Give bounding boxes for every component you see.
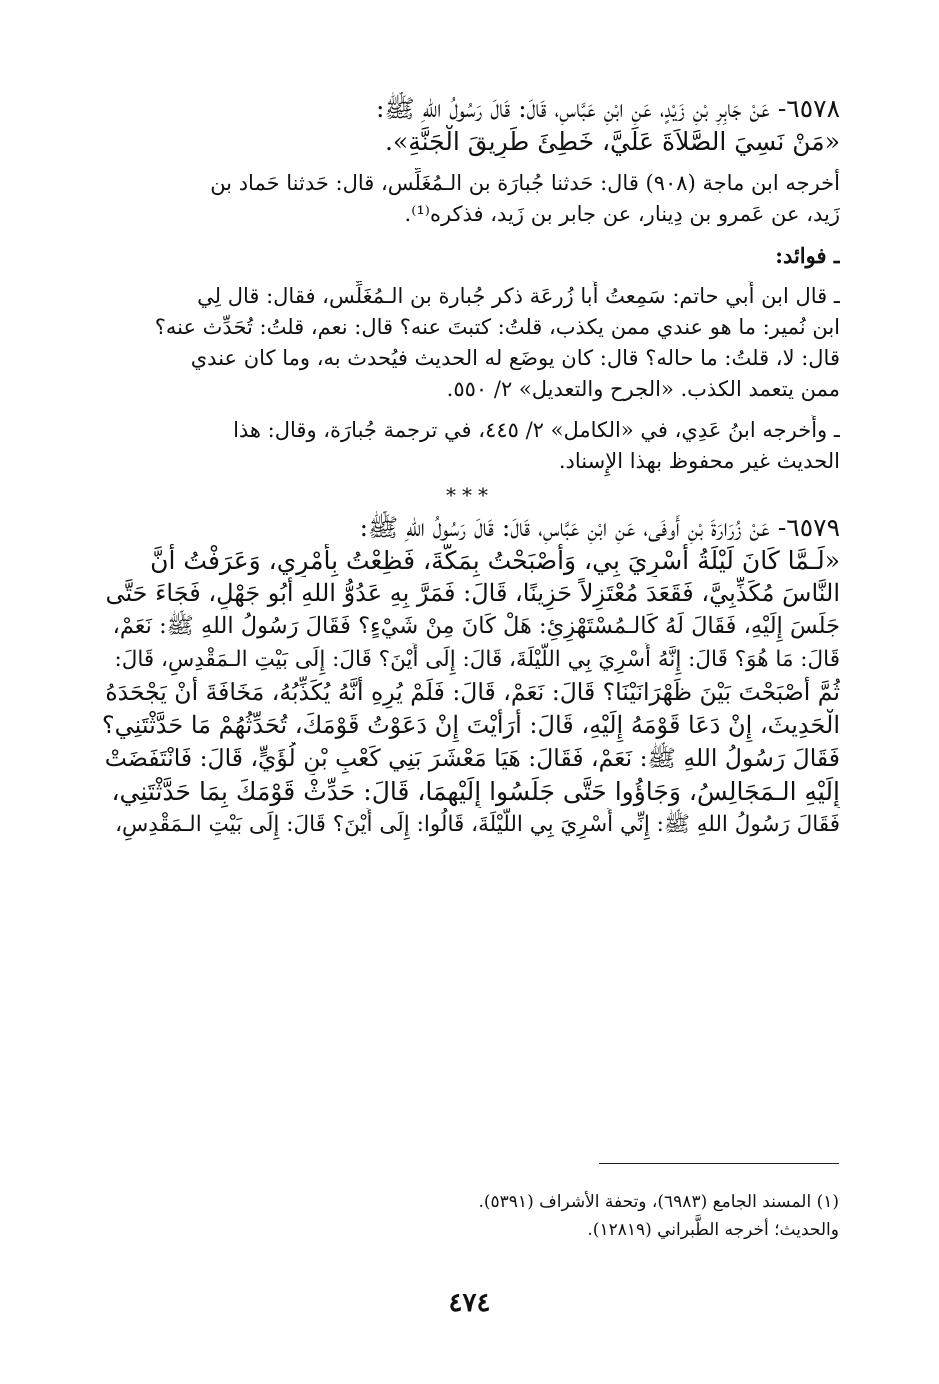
footnote-line: والحديث؛ أخرجه الطَّبراني (١٢٨١٩).	[587, 1220, 839, 1240]
fawaid-line: ابن نُمير: ما هو عندي ممن يكذب، قلتُ: كتبتَ عنه؟ قال: نعم، قلتُ: تُحَدِّث عنه؟	[154, 315, 840, 339]
hadith-line: فَقَالَ رَسُولُ اللهِ ﷺ: إِنِّي أُسْرِيَ بِي اللَّيْلَةَ، قَالُوا: إِلَى أَيْنَ؟ قَالَ: إِلَى بَيْتِ الـمَقْدِسِ،	[115, 812, 840, 837]
fawaid-paragraph-1	[100, 281, 840, 405]
hadith-line: ٦٥٧٨- عَنْ جَابِرِ بْنِ زَيْدٍ، عَنِ ابْنِ عَبَّاسٍ، قَالَ: قَالَ رَسُولُ اللهِ ﷺ:	[376, 94, 840, 123]
footnote-line: (١) المسند الجامع (٦٩٨٣)، وتحفة الأشراف (٥٣٩١).	[478, 1192, 839, 1212]
footnote-divider	[599, 1163, 839, 1164]
fawaid-heading: ـ فوائد:	[775, 243, 840, 268]
hadith-line: جَلَسَ إِلَيْهِ، فَقَالَ لَهُ كَالـمُسْتَهْزِئِ: هَلْ كَانَ مِنْ شَيْءٍ؟ فَقَالَ رَسُولُ اللهِ ﷺ: نَعَمْ،	[112, 613, 840, 639]
footnotes	[99, 1188, 839, 1244]
hadith-line: «مَنْ نَسِيَ الصَّلاَةَ عَلَيَّ، خَطِئَ طَرِيقَ الْجَنَّةِ».	[384, 127, 840, 156]
hadith-line: «لَـمَّا كَانَ لَيْلَةُ أُسْرِيَ بِي، وَأَصْبَحْتُ بِمَكَّةَ، فَظِعْتُ بِأَمْرِي، وَعَرَفْتُ أَنَّ	[150, 546, 840, 575]
hadith-line: ٦٥٧٩- عَنْ زُرَارَةَ بْنِ أَوفَى، عَنِ ابْنِ عَبَّاسٍ، قَالَ: قَالَ رَسُولُ اللهِ ﷺ:	[359, 513, 840, 542]
hadith-line: النَّاسَ مُكَذِّبِيَّ، فَقَعَدَ مُعْتَزِلاً حَزِينًا، قَالَ: فَمَرَّ بِهِ عَدُوُّ اللهِ أَبُو جَهْلٍ، فَجَاءَ حَتَّى	[105, 579, 840, 607]
fawaid-line: قال: لا، قلتُ: ما حاله؟ قال: كان يوضَع له الحديث فيُحدث به، وما كان عندي	[190, 346, 840, 370]
page-number: ٤٧٤	[448, 1288, 491, 1318]
hadith-line: قَالَ: مَا هُوَ؟ قَالَ: إِنَّهُ أُسْرِيَ بِي اللَّيْلَةَ، قَالَ: إِلَى أَيْنَ؟ قَالَ: إِلَى بَيْتِ الـمَقْدِسِ، قَالَ:	[114, 647, 840, 672]
hadith-line: الْحَدِيثَ، إِنْ دَعَا قَوْمَهُ إِلَيْهِ، قَالَ: أَرَأَيْتَ إِنْ دَعَوْتُ قَوْمَكَ، تُحَدِّثُهُمْ مَا حَدَّثْتَنِي؟	[101, 711, 840, 739]
section-separator: ***	[446, 483, 494, 507]
fawaid-line: ـ وأَخرجه ابنُ عَدِي، في «الكامل» ٢/ ٤٤٥، في ترجمة جُبارَة، وقال: هذا	[233, 418, 840, 442]
fawaid-line: الحديث غير محفوظ بهذا الإِسناد.	[558, 449, 840, 473]
fawaid-line: ـ قال ابن أَبي حاتم: سَمِعتُ أَبا زُرعَة ذكر جُبارة بن الـمُغَلِّس، فقال: قال لِي	[197, 284, 840, 308]
page-body	[100, 92, 840, 841]
hadith-line: ثُمَّ أَصْبَحْتَ بَيْنَ ظَهْرَانَيْنَا؟ قَالَ: نَعَمْ، قَالَ: فَلَمْ يُرِهِ أَنَّهُ يُكَذِّبُهُ، مَخَافَةَ أَنْ يَجْحَدَهُ	[105, 678, 840, 706]
takhrij-line: زَيد، عن عَمرو بن دِينار، عن جابر بن زَيد، فذكره⁽¹⁾.	[404, 202, 840, 226]
fawaid-line: ممن يتعمد الكذب. «الجرح والتعديل» ٢/ ٥٥٠.	[446, 377, 840, 401]
hadith-line: إِلَيْهِ الـمَجَالِسُ، وَجَاؤُوا حَتَّى جَلَسُوا إِلَيْهِمَا، قَالَ: حَدِّثْ قَوْمَكَ بِمَا حَدَّثْتَنِي،	[111, 777, 840, 806]
hadith-6579	[100, 511, 840, 841]
hadith-line: فَقَالَ رَسُولُ اللهِ ﷺ: نَعَمْ، فَقَالَ: هَيَا مَعْشَرَ بَنِي كَعْبِ بْنِ لُؤَيٍّ، قَالَ: فَانْتَفَضَتْ	[104, 744, 840, 772]
takhrij-line: أخرجه ابن ماجة (٩٠٨) قال: حَدثنا جُبارَة بن الـمُغَلِّس، قال: حَدثنا حَماد بن	[210, 171, 840, 195]
takhrij-6578	[100, 168, 840, 230]
hadith-6578	[100, 92, 840, 158]
fawaid-paragraph-2	[100, 415, 840, 477]
